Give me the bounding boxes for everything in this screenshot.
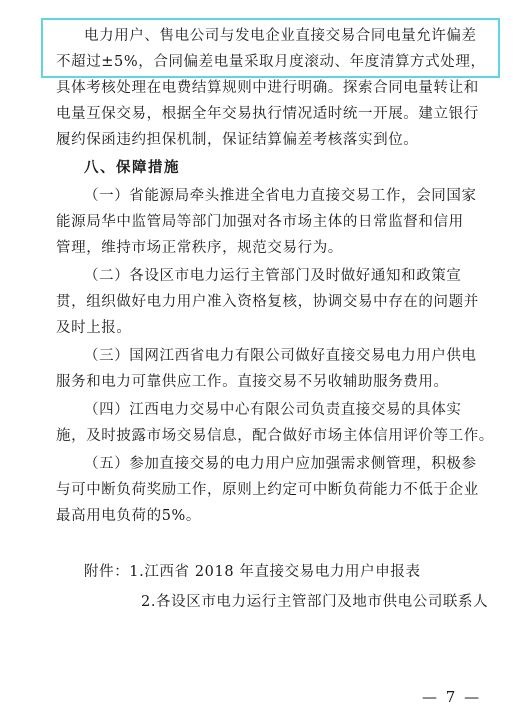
paragraph-1-line-2: 不超过±5%，合同偏差电量采取月度滚动、年度清算方式处理， [56, 54, 486, 70]
paragraph-4-line-2: 服务和电力可靠供应工作。直接交易不另收辅助服务费用。 [56, 374, 449, 390]
paragraph-6-line-2: 与可中断负荷奖励工作，原则上约定可中断负荷能力不低于企业 [56, 482, 479, 498]
paragraph-1-line-5: 履约保函违约担保机制，保证结算偏差考核落实到位。 [56, 132, 419, 148]
paragraph-5-line-2: 施，及时披露市场交易信息，配合做好市场主体信用评价等工作。 [56, 428, 494, 444]
paragraph-4-line-1: （三）国网江西省电力有限公司做好直接交易电力用户供电 [84, 348, 477, 364]
paragraph-1-line-3: 具体考核处理在电费结算规则中进行明确。探索合同电量转让和 [56, 80, 479, 96]
paragraph-1-line-1: 电力用户、售电公司与发电企业直接交易合同电量允许偏差 [84, 28, 477, 44]
section-heading: 八、保障措施 [84, 160, 180, 176]
paragraph-2-line-3: 管理，维持市场正常秩序，规范交易行为。 [56, 240, 343, 256]
paragraph-6-line-1: （五）参加直接交易的电力用户应加强需求侧管理，积极参 [84, 456, 477, 472]
page-number: — 7 — [422, 688, 482, 706]
paragraph-5-line-1: （四）江西电力交易中心有限公司负责直接交易的具体实 [84, 402, 462, 418]
attachment-1: 附件：1.江西省 2018 年直接交易电力用户申报表 [84, 564, 421, 580]
paragraph-2-line-2: 能源局华中监管局等部门加强对各市场主体的日常监督和信用 [56, 214, 464, 230]
paragraph-6-line-3: 最高用电负荷的5%。 [56, 508, 202, 524]
paragraph-2-line-1: （一）省能源局牵头推进全省电力直接交易工作，会同国家 [84, 188, 477, 204]
paragraph-3-line-2: 贯，组织做好电力用户准入资格复核，协调交易中存在的问题并 [56, 294, 479, 310]
paragraph-3-line-3: 及时上报。 [56, 320, 132, 336]
paragraph-3-line-1: （二）各设区市电力运行主管部门及时做好通知和政策宣 [84, 268, 462, 284]
attachment-2: 2.各设区市电力运行主管部门及地市供电公司联系人 [141, 594, 489, 610]
paragraph-1-line-4: 电量互保交易，根据全年交易执行情况适时统一开展。建立银行 [56, 106, 479, 122]
